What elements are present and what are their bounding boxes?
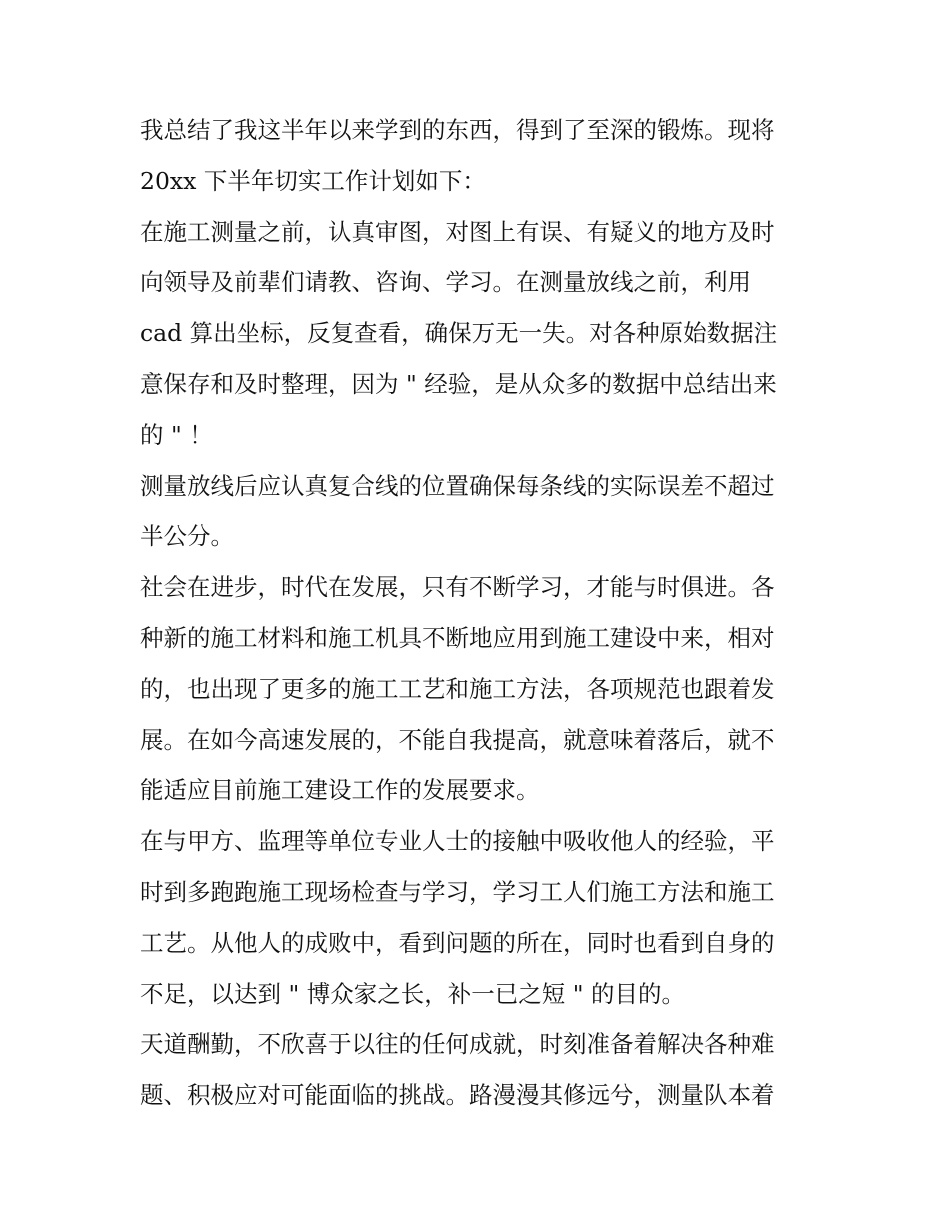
document-body [140,105,820,1121]
text-line: 在与甲方、监理等单位专业人士的接触中吸收他人的经验，平 [140,827,775,856]
text-line: 社会在进步，时代在发展，只有不断学习，才能与时俱进。各 [140,573,775,602]
paragraph-learn-from-others [140,816,820,1019]
text-line: 能适应目前施工建设工作的发展要求。 [140,776,540,805]
text-line: 展。在如今高速发展的，不能自我提高，就意味着落后，就不 [140,725,775,754]
paragraph-continuous-learning [140,562,820,816]
paragraph-summary [140,105,820,207]
text-line: 20xx 下半年切实工作计划如下： [140,166,486,195]
text-line: cad 算出坐标，反复查看，确保万无一失。对各种原始数据注 [140,319,778,348]
text-line: 时到多跑跑施工现场检查与学习，学习工人们施工方法和施工 [140,877,775,906]
paragraph-diligence [140,1019,820,1121]
text-line: 种新的施工材料和施工机具不断地应用到施工建设中来，相对 [140,623,775,652]
text-line: 题、积极应对可能面临的挑战。路漫漫其修远兮，测量队本着 [140,1081,775,1110]
text-line: 半公分。 [140,522,234,551]
text-line: 的 " ！ [140,420,213,449]
text-line: 天道酬勤，不欣喜于以往的任何成就，时刻准备着解决各种难 [140,1030,775,1059]
text-line: 意保存和及时整理，因为 " 经验，是从众多的数据中总结出来 [140,369,777,398]
text-line: 不足，以达到 " 博众家之长，补一已之短 " 的目的。 [140,979,685,1008]
paragraph-line-check [140,461,820,563]
text-line: 工艺。从他人的成败中，看到问题的所在，同时也看到自身的 [140,928,775,957]
text-line: 我总结了我这半年以来学到的东西，得到了至深的锻炼。现将 [140,116,775,144]
text-line: 向领导及前辈们请教、咨询、学习。在测量放线之前，利用 [140,268,751,297]
text-line: 测量放线后应认真复合线的位置确保每条线的实际误差不超过 [140,471,775,500]
text-line: 在施工测量之前，认真审图，对图上有误、有疑义的地方及时 [140,217,775,246]
paragraph-survey-prep [140,207,820,461]
text-line: 的，也出现了更多的施工工艺和施工方法，各项规范也跟着发 [140,674,775,703]
